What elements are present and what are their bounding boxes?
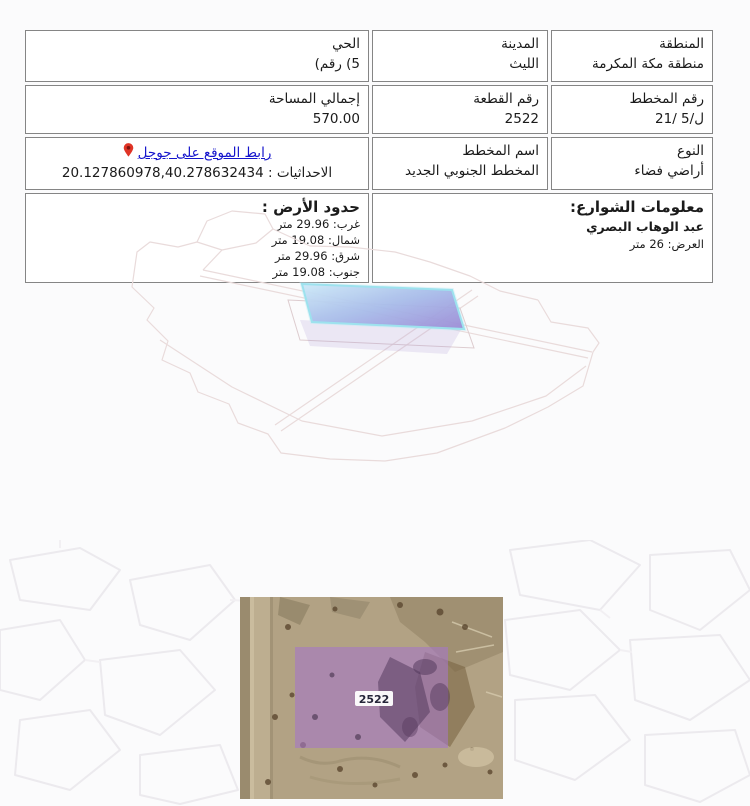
cell-city xyxy=(372,30,548,82)
road-strip xyxy=(240,597,250,799)
land-bounds-title: حدود الأرض : xyxy=(261,198,360,216)
total-area-label: إجمالي المساحة xyxy=(268,91,360,107)
total-area-value: 570.00 xyxy=(312,111,360,128)
plan-name-label: اسم المخطط xyxy=(462,143,539,159)
bound-south: جنوب: 19.08 متر xyxy=(272,264,360,279)
city-label: المدينة xyxy=(501,36,539,52)
plan-number-value: 21/ 5/ل xyxy=(655,111,704,128)
region-value: منطقة مكة المكرمة xyxy=(592,56,704,73)
cell-region xyxy=(551,30,713,82)
street-width: العرض: 26 متر xyxy=(629,236,704,251)
highlighted-parcel xyxy=(302,284,464,329)
bound-west: غرب: 29.96 متر xyxy=(276,217,360,232)
district-value: (رقم (5 xyxy=(314,56,360,73)
google-maps-link[interactable]: رابط الموقع على جوجل xyxy=(137,145,272,161)
plan-street-a xyxy=(200,270,592,358)
plan-name-value: المخطط الجنوبي الجديد xyxy=(405,163,539,180)
parcel-number-value: 2522 xyxy=(504,111,539,128)
cell-plan-number xyxy=(551,85,713,134)
cell-land-bounds xyxy=(25,193,369,283)
plan-number-label: رقم المخطط xyxy=(629,91,704,107)
cell-type xyxy=(551,137,713,190)
cell-total-area xyxy=(25,85,369,134)
street-name: عبد الوهاب البصري xyxy=(586,219,704,235)
parcel-number-label: رقم القطعة xyxy=(473,91,539,107)
city-value: الليث xyxy=(509,56,539,73)
plan-street-b xyxy=(275,290,478,431)
plan-parcel-ground-outline xyxy=(288,300,474,348)
coordinates-text: الاحداثيات : 20.127860978,40.278632434 xyxy=(61,165,333,182)
map-pin-icon xyxy=(123,143,134,163)
type-label: النوع xyxy=(677,143,704,159)
cell-location-link xyxy=(25,137,369,190)
cell-parcel-number xyxy=(372,85,548,134)
parcel-number-badge xyxy=(355,691,393,706)
parcel-info-table xyxy=(25,30,713,283)
street-info-title: معلومات الشوارع: xyxy=(570,198,704,216)
cell-district xyxy=(25,30,369,82)
cell-plan-name xyxy=(372,137,548,190)
cell-street-info xyxy=(372,193,713,283)
bound-north: شمال: 19.08 متر xyxy=(271,233,360,248)
region-label: المنطقة xyxy=(659,36,704,52)
type-value: أراضي فضاء xyxy=(634,163,704,180)
satellite-image xyxy=(240,597,503,799)
bound-east: شرق: 29.96 متر xyxy=(274,248,360,263)
district-label: الحي xyxy=(332,36,360,52)
parcel-number-text: 2522 xyxy=(358,693,390,706)
